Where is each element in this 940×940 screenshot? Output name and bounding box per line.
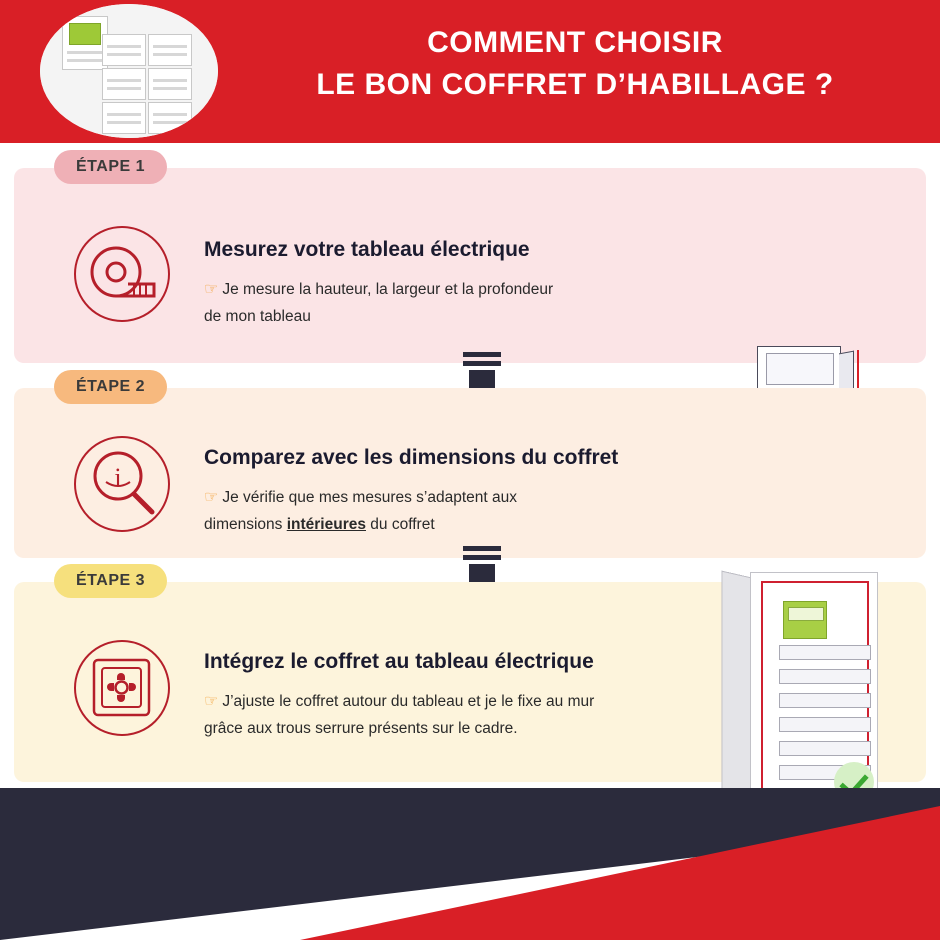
title-line-1: COMMENT CHOISIR bbox=[427, 26, 723, 59]
page-title bbox=[230, 22, 920, 106]
step-body-3 bbox=[204, 688, 674, 742]
meter-module bbox=[766, 353, 834, 385]
step-card-1 bbox=[14, 158, 926, 363]
step-body-2 bbox=[204, 484, 674, 538]
green-meter bbox=[69, 23, 101, 45]
step-body-1-line-2: de mon tableau bbox=[204, 308, 311, 325]
magnifier-info-icon bbox=[74, 436, 170, 532]
step-body-2-line-1: Je vérifie que mes mesures s’adaptent aux bbox=[222, 489, 517, 506]
step-title-2: Comparez avec les dimensions du coffret bbox=[204, 446, 619, 469]
measuring-tape-icon bbox=[74, 226, 170, 322]
header-banner bbox=[0, 0, 940, 143]
cabinet-c bbox=[102, 68, 146, 100]
product-photo-electrical-cabinets bbox=[40, 4, 218, 138]
step-badge-1: ÉTAPE 1 bbox=[54, 150, 167, 184]
mounting-holes-icon bbox=[74, 640, 170, 736]
svg-text:i: i bbox=[114, 463, 122, 492]
step-body-3-line-2: grâce aux trous serrure présents sur le cadre. bbox=[204, 720, 518, 737]
logo-bubble bbox=[40, 4, 218, 138]
pointing-hand-icon: ☞ bbox=[204, 693, 219, 710]
step-body-2-underlined: intérieures bbox=[286, 516, 366, 533]
step-body-3-line-1: J’ajuste le coffret autour du tableau et je le fixe au mur bbox=[222, 693, 595, 710]
cabinet-e bbox=[102, 102, 146, 134]
cabinet-d bbox=[148, 68, 192, 100]
step-body-2-line-2-pre: dimensions bbox=[204, 516, 287, 533]
step-body-1 bbox=[204, 276, 674, 330]
step-title-3: Intégrez le coffret au tableau électrique bbox=[204, 650, 594, 673]
cabinet-f bbox=[148, 102, 192, 134]
step-title-1: Mesurez votre tableau électrique bbox=[204, 238, 530, 261]
step-body-1-line-1: Je mesure la hauteur, la largeur et la profondeur bbox=[222, 281, 554, 298]
step-badge-3: ÉTAPE 3 bbox=[54, 564, 167, 598]
title-line-2: LE BON COFFRET D’HABILLAGE ? bbox=[316, 68, 834, 101]
pointing-hand-icon: ☞ bbox=[204, 281, 219, 298]
meter-display bbox=[788, 607, 824, 621]
step-body-2-line-2-post: du coffret bbox=[365, 516, 435, 533]
step-card-2 bbox=[14, 378, 926, 558]
cabinet-b bbox=[148, 34, 192, 66]
step-badge-2: ÉTAPE 2 bbox=[54, 370, 167, 404]
green-meter-module bbox=[783, 601, 827, 639]
open-enclosure-with-board bbox=[718, 572, 908, 802]
pointing-hand-icon: ☞ bbox=[204, 489, 219, 506]
cabinet-a bbox=[102, 34, 146, 66]
